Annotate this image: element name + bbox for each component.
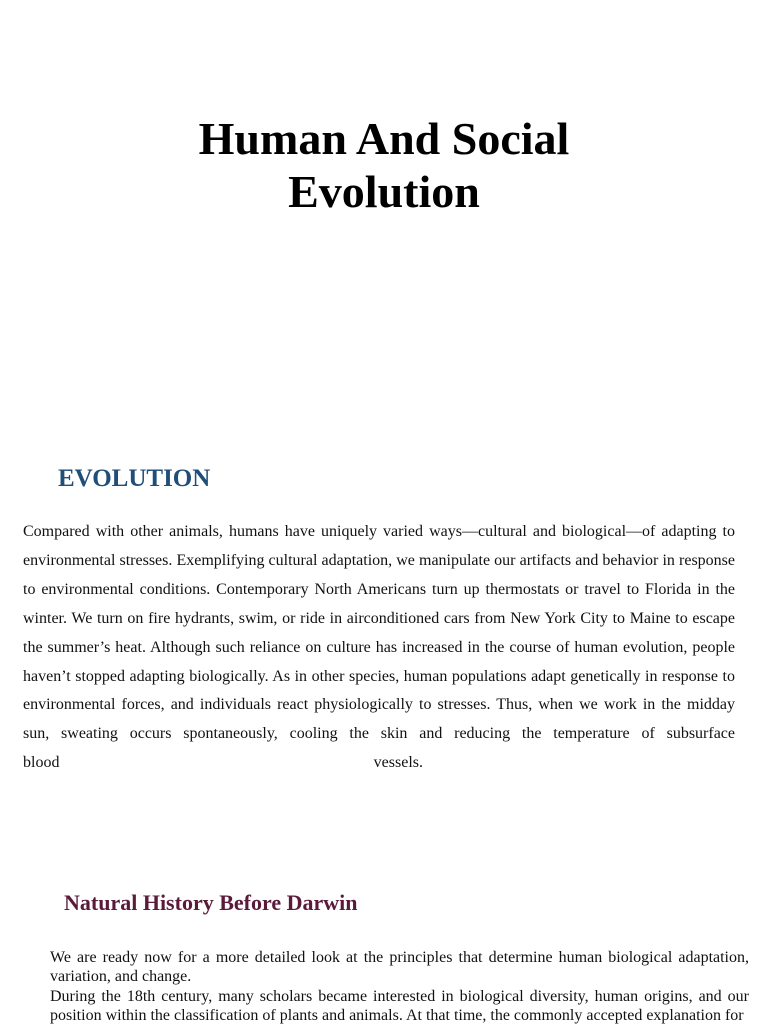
title-line-2: Evolution: [288, 166, 480, 217]
natural-history-paragraph-1: We are ready now for a more detailed look at the principles that determine human biological adaptation, variation, and change.: [50, 949, 749, 986]
section-heading-evolution: EVOLUTION: [58, 465, 211, 492]
natural-history-paragraph-2: During the 18th century, many scholars became interested in biological diversity, human origins, and our position within the classification of plants and animals. At that time, the commonly accepted explanation for: [50, 987, 749, 1024]
document-title: [0, 112, 768, 218]
last-line-word-vessels: vessels.: [373, 754, 423, 771]
natural-history-body: [50, 948, 749, 1024]
section-heading-natural-history: Natural History Before Darwin: [64, 890, 358, 915]
evolution-paragraph-last-line: [23, 749, 423, 778]
last-line-word-blood: blood: [23, 754, 60, 771]
evolution-paragraph: Compared with other animals, humans have uniquely varied ways—cultural and biological—of adapting to environmental stresses. Exemplifying cultural adaptation, we manipulate our artifacts and behavior in response to environmental conditions. Contemporary North Americans turn up thermostats or travel to Florida in the winter. We turn on fire hydrants, swim, or ride in airconditioned cars from New York City to Maine to escape the summer’s heat. Although such reliance on culture has increased in the course of human evolution, people haven’t stopped adapting biologically. As in other species, human populations adapt genetically in response to environmental forces, and individuals react physiologically to stresses. Thus, when we work in the midday sun, sweating occurs spontaneously, cooling the skin and reducing the temperature of subsurface: [23, 523, 735, 743]
title-line-1: Human And Social: [198, 113, 570, 164]
